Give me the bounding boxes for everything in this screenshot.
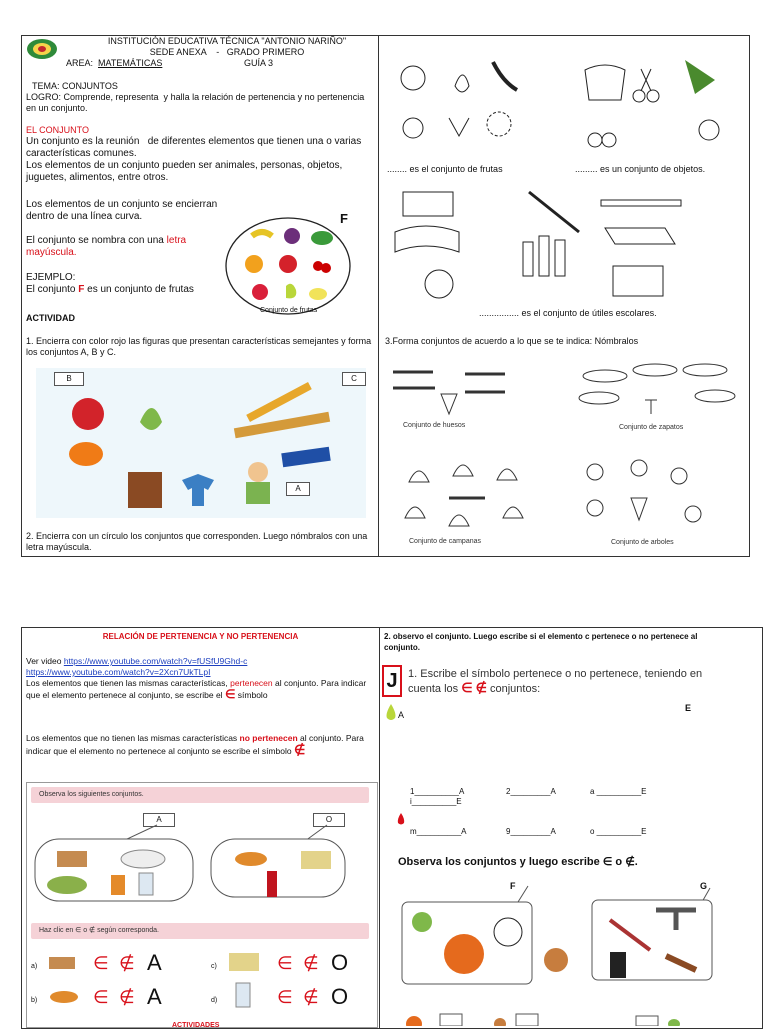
row-a-set: A <box>147 950 162 975</box>
row-c-notin-button[interactable]: ∉ <box>303 953 319 973</box>
grapes-icon <box>487 112 511 136</box>
set-f-tag: F <box>510 881 516 891</box>
section-title: EL CONJUNTO <box>26 125 90 135</box>
row-d-notin-button[interactable]: ∉ <box>303 987 319 1007</box>
element-of-icon: ∈ <box>224 687 236 701</box>
artichoke-icon <box>403 118 423 138</box>
row-d-in-button[interactable]: ∈ <box>277 987 293 1007</box>
p1-symbol-word: símbolo <box>237 690 268 700</box>
pencil-icon <box>601 200 681 206</box>
panel-header: Observa los siguientes conjuntos. <box>31 787 369 803</box>
blank-o[interactable]: o __________E <box>590 827 647 836</box>
brush-icon <box>610 952 626 978</box>
panel-instruction: Haz clic en ∈ o ∉ según corresponda. <box>31 923 369 939</box>
task-inner-text: 1. Escribe el símbolo pertenece o no pertenece, teniendo en cuenta los <box>408 668 706 695</box>
scissors-icon <box>633 90 645 102</box>
apple-icon <box>279 255 297 273</box>
telephone-icon <box>403 192 453 216</box>
curve-paragraph: Los elementos de un conjunto se encierran dentro de una línea curva. <box>26 199 221 222</box>
set-g-tag: G <box>700 881 708 891</box>
shoes-group <box>575 362 745 422</box>
blank-1[interactable]: 1__________A <box>410 787 465 796</box>
pitcher-icon <box>585 65 625 100</box>
video-label: Ver video <box>26 656 64 666</box>
bell-icon <box>405 465 523 526</box>
sede-line: SEDE ANEXA - GRADO PRIMERO <box>149 47 305 57</box>
orange-icon <box>69 442 103 466</box>
paragraph-no-pertenecen <box>26 733 376 757</box>
row-a-notin-button[interactable]: ∉ <box>119 953 135 973</box>
watermelon-icon <box>311 231 333 245</box>
task-3: 3.Forma conjuntos de acuerdo a lo que se te indica: Nómbralos <box>385 336 639 346</box>
ejemplo-label: EJEMPLO: <box>26 272 76 283</box>
shoe-icon <box>583 370 627 382</box>
sandwich-icon <box>47 953 77 973</box>
ejemplo-prefix: El conjunto <box>26 284 79 295</box>
institution-name: INSTITUCIÓN EDUCATIVA TÉCNICA "ANTONIO NARIÑO" <box>107 36 347 46</box>
burger-icon <box>47 876 87 894</box>
row-a-in-button[interactable]: ∈ <box>93 953 109 973</box>
intro-paragraph-1: Un conjunto es la reunión de diferentes elementos que tienen una o varias características comunes. <box>26 136 365 159</box>
blank-a[interactable]: a __________E <box>590 787 647 796</box>
bones-group <box>387 364 527 420</box>
named-text: El conjunto se nombra con una <box>26 235 167 246</box>
apple-icon <box>72 398 104 430</box>
set-label-arboles: Conjunto de arboles <box>611 539 674 546</box>
basketball-icon <box>444 934 484 974</box>
soccer-ball-icon <box>494 918 522 946</box>
cherries-icon <box>588 133 602 147</box>
fruit-set-letter: F <box>340 211 348 226</box>
pear-icon <box>140 408 162 430</box>
sandwich-icon <box>57 851 87 867</box>
task-1: 1. Encierra con color rojo las figuras que presentan características semejantes y forma los conjuntos A, B y C. <box>26 336 374 357</box>
blank-2[interactable]: 2_________A <box>506 787 556 796</box>
bells-group <box>393 456 543 536</box>
ice-cream-icon <box>631 498 647 520</box>
row-d-set: O <box>331 984 349 1009</box>
set-a-tag: A <box>143 813 175 827</box>
blank-9[interactable]: 9_________A <box>506 827 556 836</box>
page-1-left-column <box>22 36 378 556</box>
eraser-icon <box>281 447 330 468</box>
task-1-image <box>36 368 366 518</box>
p2-symbol-word: símbolo <box>261 746 292 756</box>
fruits-group <box>389 46 529 156</box>
row-c-in-button[interactable]: ∈ <box>277 953 293 973</box>
set-label-zapatos: Conjunto de zapatos <box>619 424 684 431</box>
set-o-tag: O <box>313 813 345 827</box>
bone-icon <box>393 372 505 392</box>
milk-bottle-icon <box>233 981 253 1009</box>
ejemplo-suffix: es un conjunto de frutas <box>84 284 194 295</box>
row-a-label: a) <box>31 963 38 970</box>
sets-diagram <box>27 813 377 903</box>
set-label-huesos: Conjunto de huesos <box>403 422 466 429</box>
crayon-icon <box>523 242 533 276</box>
p1-red: pertenecen <box>230 678 273 688</box>
video-link-1[interactable]: https://www.youtube.com/watch?v=fUSfU9Ghd-c <box>63 656 248 666</box>
donut-icon <box>544 948 568 972</box>
boy-icon <box>248 462 268 482</box>
sets-panel <box>26 782 378 1028</box>
page-2-title: RELACIÓN DE PERTENENCIA Y NO PERTENENCIA <box>102 632 299 641</box>
strawberry-icon <box>252 284 268 300</box>
caption-objetos: ......... es un conjunto de objetos. <box>575 164 706 174</box>
page-2-right-column <box>380 628 762 1028</box>
big-letter-j: J <box>382 665 402 697</box>
kiwi-icon <box>412 912 432 932</box>
candy-icon <box>235 852 267 866</box>
video-line <box>26 656 376 667</box>
area-value: MATEMÁTICAS <box>98 58 163 68</box>
page-2-left-column <box>22 628 379 1028</box>
set-label-campanas: Conjunto de campanas <box>409 538 481 545</box>
set-c-label: C <box>342 372 366 386</box>
lemon-icon <box>309 288 327 300</box>
soccer-ball-icon <box>425 270 453 298</box>
p2-red: no pertenecen <box>239 733 298 743</box>
guia-label: GUÍA 3 <box>244 58 274 68</box>
ejemplo-line <box>26 284 194 296</box>
row-b-set: A <box>147 984 162 1009</box>
row-b-notin-button[interactable]: ∉ <box>119 987 135 1007</box>
element-of-icon: ∈ <box>461 680 473 695</box>
school-logo-icon <box>26 38 58 60</box>
pants-icon <box>128 472 162 508</box>
blank-m[interactable]: m__________A <box>410 827 467 836</box>
trees-group <box>575 458 735 538</box>
fruit-set-caption: Conjunto de frutas <box>260 307 318 314</box>
not-element-of-icon: ∉ <box>475 680 487 695</box>
task-inner-end: conjuntos: <box>490 683 541 695</box>
p2-prefix: Los elementos que no tienen las mismas características <box>26 733 240 743</box>
logro: LOGRO: Comprende, representa y halla la relación de pertenencia y no pertenencia en un conjunto. <box>26 92 367 113</box>
plate-icon <box>121 850 165 868</box>
tema: TEMA: CONJUNTOS <box>32 81 118 91</box>
ejemplo-letter: F <box>78 284 85 295</box>
set-a-label: A <box>286 482 310 496</box>
task-2: 2. Encierra con un círculo los conjuntos que corresponden. Luego nómbralos con una letra mayúscula. <box>26 531 370 552</box>
blank-i[interactable]: i__________E <box>410 797 462 806</box>
sets-fg-diagram <box>396 876 716 1001</box>
pin-icon <box>645 400 657 414</box>
school-supplies-group <box>389 186 739 304</box>
milk-bottle-icon <box>139 873 153 895</box>
video-link-2[interactable]: https://www.youtube.com/watch?v=2Xcn7UkTLpI <box>26 667 211 677</box>
label-e: E <box>685 703 692 713</box>
p1-suffix: al conjunto. Para indicar que el elemento pertenece al conjunto, se escribe el <box>26 678 369 700</box>
paragraph-pertenecen <box>26 678 376 701</box>
area-label: AREA: <box>66 58 94 68</box>
pencil-icon <box>246 382 312 422</box>
answer-box <box>440 1014 462 1026</box>
jar-icon <box>111 875 125 895</box>
p2-suffix: al conjunto. Para indicar que el elemento no pertenece al conjunto se escribe el <box>26 733 367 756</box>
caption-utiles: ................ es el conjunto de útiles escolares. <box>479 308 657 318</box>
grapes-icon <box>284 228 300 244</box>
right-task-2: 2. observo el conjunto. Luego escribe si el elemento c pertenece o no pertenece al conjunto. <box>384 632 700 652</box>
soda-bottle-icon <box>267 871 277 897</box>
worksheet-page-2 <box>21 627 763 1029</box>
pen-icon <box>529 192 579 232</box>
actividad-heading: ACTIVIDAD <box>26 313 75 323</box>
ice-cream-icon <box>441 394 457 414</box>
banana-icon <box>493 62 517 90</box>
gift-box-icon <box>613 266 663 296</box>
named-paragraph <box>26 235 226 259</box>
caption-frutas: ........ es el conjunto de frutas <box>387 164 503 174</box>
row-c-label: c) <box>211 963 217 970</box>
leaf-icon <box>449 118 469 136</box>
book-icon <box>395 226 459 252</box>
not-element-of-icon: ∉ <box>293 742 306 757</box>
observa-heading: Observa los conjuntos y luego escribe ∈ o ∉. <box>398 856 638 868</box>
flower-branch-icon <box>685 60 715 94</box>
right-task-inner <box>408 668 728 696</box>
light-bulb-icon <box>699 120 719 140</box>
intro-paragraph-2: Los elementos de un conjunto pueden ser animales, personas, objetos, juguetes, alimentos, entre otros. <box>26 160 346 183</box>
apple-icon <box>401 66 425 90</box>
p1-prefix: Los elementos que tienen las mismas características, <box>26 678 231 688</box>
fruit-set-diagram <box>224 216 352 316</box>
snack-bag-icon <box>301 851 331 869</box>
row-c-set: O <box>331 950 349 975</box>
tree-icon <box>587 464 603 480</box>
objects-group <box>575 46 745 156</box>
worksheet-page-1 <box>21 35 750 557</box>
candy-icon <box>47 987 81 1007</box>
pear-icon <box>455 75 469 92</box>
row-b-in-button[interactable]: ∈ <box>93 987 109 1007</box>
label-a: A <box>398 710 405 720</box>
named-red-text: letra mayúscula. <box>26 235 189 258</box>
drop-icon <box>396 812 406 826</box>
orange-icon <box>245 255 263 273</box>
notebook-icon <box>605 228 675 244</box>
shirt-icon <box>182 474 214 506</box>
row-b-label: b) <box>31 997 38 1004</box>
page-1-right-column <box>379 36 749 556</box>
set-b-label: B <box>54 372 84 386</box>
pear-icon <box>384 702 398 722</box>
row-d-label: d) <box>211 997 218 1004</box>
activities-heading: ACTIVIDADES <box>172 1022 220 1029</box>
snack-bag-icon <box>227 951 261 973</box>
